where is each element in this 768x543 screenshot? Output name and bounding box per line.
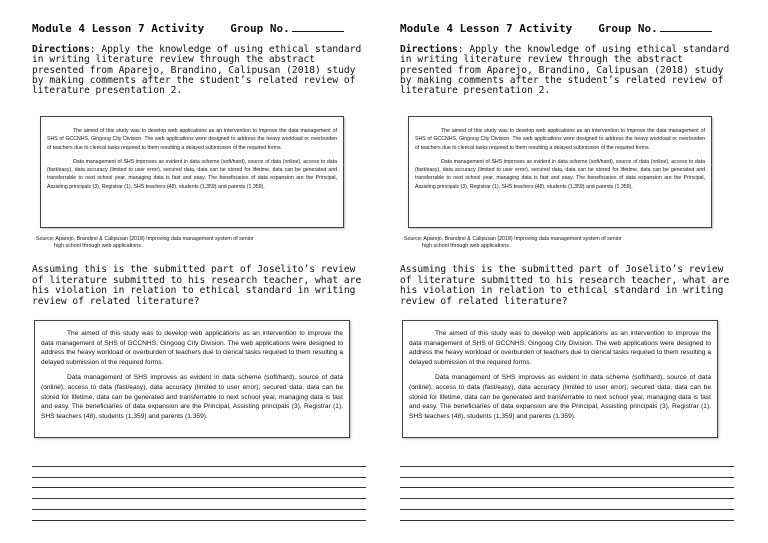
- submitted-paragraph-2: Data management of SHS improves as evident in data scheme (soft/hard), source of data (online), access to data (fast/easy), data accuracy (limited to user error), secured data, data can be stored for lifetime, data can be generated and transferrable to next school year, managing data is fast and easy. The beneficiaries of data expansion are the Principal, Assisting principals (3), Registrar (1), SHS teachers (48), students (1,359) and parents (1,359).: [41, 374, 343, 420]
- source-line-1: Source: Aparejo, Brandino & Calipusan (2018) Improving data management system of senior: [404, 236, 622, 242]
- submitted-paragraph-2: Data management of SHS improves as evident in data scheme (soft/hard), source of data (online), access to data (fast/easy), data accuracy (limited to user error), secured data, data can be stored for lifetime, data can be generated and transferrable to next school year, managing data is fast and easy. The beneficiaries of data expansion are the Principal, Assisting principals (3), Registrar (1), SHS teachers (48), students (1,359) and parents (1,359).: [409, 374, 711, 420]
- answer-line: [400, 456, 734, 467]
- abstract-paragraph-2: Data management of SHS improves as evident in data scheme (soft/hard), source of data (online), access to data (fast/easy), data accuracy (limited to user error), secured data, data can be stored for lifetime, data can be generated and transferrable to next school year, managing data is fast and easy. The beneficiaries of data expansion are the Principal, Assisting principals (3), Registrar (1), SHS teachers (48), students (1,359) and parents (1,359).: [415, 158, 705, 190]
- answer-line: [400, 510, 734, 521]
- group-number-label: Group No.: [230, 22, 290, 35]
- abstract-source: [404, 236, 724, 251]
- directions: [400, 45, 738, 96]
- answer-line: [32, 456, 366, 467]
- submitted-paragraph-1: The aimed of this study was to develop web applications as an intervention to improve the data management of SHS of GCCNHS, Gingoog City Division. The web applications were designed to address the heavy workload or overburden of teachers due to clerical tasks required to them resulting a delayed submission of the required forms.: [409, 330, 711, 366]
- activity-title: Module 4 Lesson 7 Activity: [400, 22, 573, 35]
- group-number-label: Group No.: [598, 22, 658, 35]
- group-number-blank: [660, 22, 712, 32]
- answer-line: [400, 488, 734, 499]
- abstract-paragraph-1: The aimed of this study was to develop web applications as an intervention to improve the data management of SHS of GCCNHS, Gingoog City Division. The web applications were designed to address the heavy workload or overburden of teachers due to clerical tasks required to them resulting a delayed submission of the required forms.: [415, 128, 705, 151]
- answer-line: [400, 499, 734, 510]
- worksheet-title: [400, 22, 738, 35]
- submitted-paragraph-1: The aimed of this study was to develop web applications as an intervention to improve the data management of SHS of GCCNHS, Gingoog City Division. The web applications were designed to address the heavy workload or overburden of teachers due to clerical tasks required to them resulting a delayed submission of the required forms.: [41, 330, 343, 366]
- answer-line: [32, 499, 366, 510]
- abstract-paragraph-1: The aimed of this study was to develop web applications as an intervention to improve the data management of SHS of GCCNHS, Gingoog City Division. The web applications were designed to address the heavy workload or overburden of teachers due to clerical tasks required to them resulting a delayed submission of the required forms.: [47, 128, 337, 151]
- answer-lines: [400, 456, 734, 521]
- directions-text: : Apply the knowledge of using ethical standard in writing literature review through the abstract presented from Aparejo, Brandino, Calipusan (2018) study by making comments after the student’s related review of literature presentation 2.: [400, 44, 730, 97]
- answer-line: [32, 467, 366, 478]
- abstract-paragraph-2: Data management of SHS improves as evident in data scheme (soft/hard), source of data (online), access to data (fast/easy), data accuracy (limited to user error), secured data, data can be stored for lifetime, data can be generated and transferrable to next school year, managing data is fast and easy. The beneficiaries of data expansion are the Principal, Assisting principals (3), Registrar (1), SHS teachers (48), students (1,359) and parents (1,359).: [47, 158, 337, 190]
- worksheet-title: [32, 22, 370, 35]
- directions: [32, 45, 370, 96]
- directions-text: : Apply the knowledge of using ethical standard in writing literature review through the abstract presented from Aparejo, Brandino, Calipusan (2018) study by making comments after the student’s related review of literature presentation 2.: [32, 44, 362, 97]
- abstract-box: [40, 116, 344, 228]
- source-line-2: high school through web applications.: [54, 243, 143, 250]
- answer-line: [400, 467, 734, 478]
- answer-lines: [32, 456, 366, 521]
- activity-title: Module 4 Lesson 7 Activity: [32, 22, 205, 35]
- source-line-1: Source: Aparejo, Brandino & Calipusan (2018) Improving data management system of senior: [36, 236, 254, 242]
- question: Assuming this is the submitted part of Joselito’s review of literature submitted to his research teacher, what are his violation in relation to ethical standard in writing review of related literature?: [32, 264, 362, 308]
- question: Assuming this is the submitted part of Joselito’s review of literature submitted to his research teacher, what are his violation in relation to ethical standard in writing review of related literature?: [400, 264, 730, 308]
- directions-label: Directions: [32, 44, 90, 55]
- abstract-source: [36, 236, 356, 251]
- submitted-review-box: [34, 320, 350, 438]
- answer-line: [32, 478, 366, 489]
- answer-line: [400, 478, 734, 489]
- directions-label: Directions: [400, 44, 458, 55]
- source-line-2: high school through web applications.: [422, 243, 511, 250]
- answer-line: [32, 510, 366, 521]
- abstract-box: [408, 116, 712, 228]
- group-number-blank: [292, 22, 344, 32]
- submitted-review-box: [402, 320, 718, 438]
- answer-line: [32, 488, 366, 499]
